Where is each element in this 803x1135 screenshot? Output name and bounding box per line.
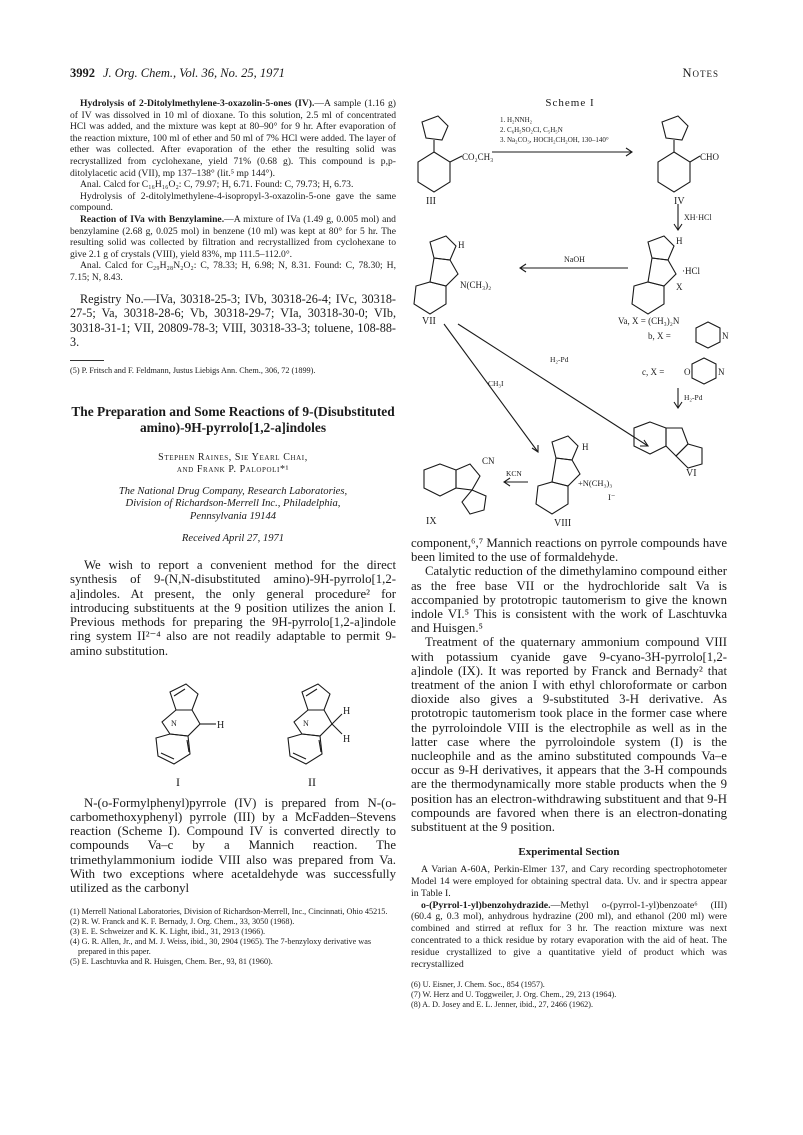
running-header [70,66,719,84]
header-left [70,66,285,81]
cond-h2pd: H₂-Pd [550,355,569,364]
label-Vb: b, X = [648,331,671,341]
ring-benzene [156,734,190,764]
reagent-3: 3. Na₂CO₃, HOCH₂CH₂OH, 130–140° [500,136,609,144]
VII-benzene [414,282,446,314]
VII-atom-H: H [458,240,465,250]
left-column [70,98,396,967]
VI-five [666,428,688,456]
group-cho: CHO [700,152,720,162]
Vc-atom-N: N [718,367,725,377]
IV-pyrrole [662,116,688,140]
paragraph-hydrolysis [70,98,396,179]
footnote-rule [70,360,104,361]
IX-benzene [424,464,456,496]
V-pyrrole [648,236,674,260]
atom-N: N [171,718,177,728]
footnote-3: (3) E. E. Schweizer and K. K. Light, ibid., 31, 2913 (1966). [70,927,266,937]
label-VIII: VIII [554,518,572,529]
label-IX: IX [426,516,437,527]
cond-naoh: NaOH [564,255,585,264]
paragraph-hydrolysis-2: Hydrolysis of 2-ditolylmethylene-4-isopropyl-3-oxazolin-5-one gave the same compound. [70,190,396,214]
paragraph-anal-2: Anal. Calcd for C₂₉H₂₈N₂O₂: C, 78.33; H, 6.98; N, 8.31. Found: C, 78.30; H, 7.15; N, 8.43. [70,260,396,283]
footnote-5: (5) P. Fritsch and F. Feldmann, Justus Liebigs Ann. Chem., 306, 72 (1899). [70,365,316,375]
piperidine-ring [696,322,720,348]
VII-nme2: N(CH₃)₂ [460,280,492,290]
page-number: 3992 [70,66,95,80]
right-p2: Catalytic reduction of the dimethylamino compound either as the free base VII or the hydrochloride salt Va is accompanied by prototropic tautomerism to give the known indole VI.⁵ This is consistent with the work of Laschtuvka and Huisgen.⁵ [411,564,727,636]
body-paragraph: N-(o-Formylphenyl)pyrrole (IV) is prepared from N-(o-carbomethoxyphenyl) pyrrole (III) by a McFadden–Stevens reaction (Scheme I). Compound IV is converted directly to compounds Va–c by a Mannich reaction. The trimethylammonium iodide VIII also was prepared from Va. With two exceptions where acetaldehyde was successfully utilized as the carbonyl [70,795,396,895]
group-co2ch3: CO₂CH₃ [462,152,494,162]
ring-benzene-II [288,734,322,764]
reagent-2: 2. C₆H₅SO₂Cl, C₅H₅N [500,126,563,134]
ring-pyrrole-II [302,684,330,710]
Vc-atom-O: O [684,367,691,377]
exp-paragraph-2 [411,900,727,971]
label-Va: Va, X = (CH₃)₂N [618,316,680,326]
IV-benzene [658,152,690,192]
footnote-8: (8) A. D. Josey and E. L. Jenner, ibid., 27, 2466 (1962). [411,1000,594,1010]
reagent-1: 1. H₂NNH₂ [500,116,533,124]
label-III: III [426,196,436,207]
atom-H-II: H [343,705,351,717]
label-IV: IV [674,196,685,207]
label-I: I [176,774,180,789]
VIII-benzene [536,482,568,514]
authors-line-1: Stephen Raines, Sie Yearl Chai, [158,451,308,463]
run-in-head: o-(Pyrrol-1-yl)benzohydrazide. [421,899,551,911]
right-p3: Treatment of the quaternary ammonium compound VIII with potassium cyanide gave 9-cyano-3H-pyrrolo[1,2-a]indole (IX). It was reported by Franck and Bernady² that treatment of the anion I with ethyl chloroformate or carbon dioxide also gives a 9-substituted 3-H derivative. As prototropic tautomerism took place in the former case where the pyrroloindole VIII is the electrophile as well as in the latter case where the pyrroloindole system (I) is the nucleophile and as the amino substituted compounds Va–e occur as 9-H derivatives, it appears that the 3-H compounds are the thermodynamically more stable products when the 9 position has an electron-withdrawing substituent and that 9-H compounds are favored when there is an electron-donating substituent at the 9 position. [411,635,727,835]
V-atom-X: X [676,282,683,292]
exp-paragraph-1: A Varian A-60A, Perkin-Elmer 137, and Cary recording spectrophotometer Model 14 were employed for obtaining spectral data. Uv. and ir spectra appear in Table I. [411,864,727,899]
registry-numbers: Registry No.—IVa, 30318-25-3; IVb, 30318-26-4; IVc, 30318-27-5; Va, 30318-28-6; Vb, 30318-29-7; VIa, 30318-30-0; VIb, 30318-31-1; VII, 20809-78-3; VIII, 30318-33-3; toluene, 108-88-3. [70,291,396,349]
IX-cn: CN [482,456,495,466]
cond-xhcl: XH·HCl [684,213,712,222]
footnote-7: (7) W. Herz and U. Toggweiler, J. Org. Chem., 29, 213 (1964). [411,990,617,1000]
atom-H: H [217,719,225,731]
right-column [411,536,727,1010]
ring-five-II [294,710,332,736]
footnote-1: (1) Merrell National Laboratories, Division of Richardson-Merrell, Inc., Cincinnati, Ohio 45215. [70,907,388,917]
scheme-title: Scheme I [545,97,595,109]
III-pyrrole [422,116,448,140]
VI-benzene [634,422,666,454]
cond-h2pd-down: H₂-Pd [684,393,703,402]
structures-I-II [70,662,396,790]
article-title: The Preparation and Some Reactions of 9-(Disubstituted amino)-9H-pyrrolo[1,2-a]indoles [71,403,395,435]
paragraph-benzylamine [70,214,396,260]
paragraph-anal-1: Anal. Calcd for C₁₆H₁₆O₂: C, 79.97; H, 6.71. Found: C, 79.73; H, 6.73. [80,179,354,191]
paragraph-text: —A sample (1.16 g) of IV was dissolved in 10 ml of dioxane. To this solution, 2.5 ml of concentrated HCl was added, and the mixture was kept at 80–90° for 9 hr. After evaporation of the reaction mixture, 100 ml of ether and 50 ml of 7% HCl were added. The layer of ether was collected. After evaporation of the ether the resulting solid was recrystallized from cyclohexane, yield 71% (0.68 g). This compound is p,p-ditolylacetic acid (VII), mp 137–138° (lit.⁵ mp 144°). [70,98,396,179]
VIII-pyrrole [552,436,578,460]
right-p1: component,⁶,⁷ Mannich reactions on pyrrole compounds have been limited to the use of formaldehyde. [411,536,727,565]
scheme-I [400,92,740,532]
label-VI: VI [686,468,697,479]
IX-five [456,464,480,490]
VII-five [430,258,458,286]
atom-H-II-b: H [343,733,351,745]
VIII-iodide: I⁻ [608,492,616,502]
footnote-2: (2) R. W. Franck and K. F. Bernady, J. Org. Chem., 33, 3050 (1968). [70,917,295,927]
III-benzene [418,152,450,192]
intro-paragraph: We wish to report a convenient method for the direct synthesis of 9-(N,N-disubstituted amino)-9H-pyrrolo[1,2-a]indoles. At present, the only general procedure² for introducing substituents at the 9 position utilizes the anion I. Previous methods for preparing the 9H-pyrrolo[1,2-a]indole ring system II²⁻⁴ also are not readily adaptable to permit 9-amino substitution. [70,558,396,658]
ring-pyrrole [170,684,198,710]
run-in-head: Reaction of IVa with Benzylamine. [80,213,225,225]
Vb-atom-N: N [722,331,729,341]
cond-ch3i: CH₃I [488,379,504,388]
label-II: II [308,774,316,789]
morpholine-ring [692,358,716,384]
ring-five [162,710,200,736]
section-name: Notes [682,66,719,80]
cond-kcn: KCN [506,469,522,478]
V-atom-H: H [676,236,683,246]
institution-line-2: Division of Richardson-Merrell Inc., Philadelphia, [125,498,341,510]
atom-N-II: N [303,718,309,728]
received-date: Received April 27, 1971 [181,533,285,545]
paragraph-text: —A mixture of IVa (1.49 g, 0.005 mol) and benzylamine (2.68 g, 0.025 mol) in benzene (10 ml) was kept at 80° for 5 hr. The resulting solid was collected by filtration and recrystallized from cyclohexane to give 2.1 g of crystals (VIII), yield 83%, mp 111.5–112.0°. [70,213,396,260]
VIII-five [552,458,580,486]
VII-pyrrole [430,236,456,260]
authors-line-2: and Frank P. Palopoli*¹ [176,463,290,475]
label-VII: VII [422,316,436,327]
footnote-5b: (5) E. Laschtuvka and R. Huisgen, Chem. Ber., 93, 81 (1960). [70,957,273,967]
VI-pyrroline [676,444,702,468]
VIII-atom-H: H [582,442,589,452]
journal-citation: J. Org. Chem., Vol. 36, No. 25, 1971 [103,66,285,80]
VIII-nme3: +N(CH₃)₃ [578,478,613,488]
run-in-head: Hydrolysis of 2-Ditolylmethylene-3-oxazolin-5-ones (IV). [80,98,315,109]
footnote-4: (4) G. R. Allen, Jr., and M. J. Weiss, ibid., 30, 2904 (1965). The 7-benzyloxy derivative was prepared in this paper. [70,937,372,957]
footnote-6: (6) U. Eisner, J. Chem. Soc., 854 (1957). [411,980,545,990]
V-benzene [632,282,664,314]
label-Vc: c, X = [642,367,665,377]
paragraph-text: —Methyl o-(pyrrol-1-yl)benzoate⁶ (III) (60.4 g, 0.3 mol), anhydrous hydrazine (200 ml), and ethanol (200 ml) were combined and stirred at reflux for 3 hr. The reaction mixture was next concentrated to a thick residue by rotary evaporation with the aid of heat. The residue crystallized to give a quantitative yield of product which was recrystallized [411,899,727,970]
V-five [648,258,676,286]
V-hcl: ·HCl [682,266,700,276]
institution-line-3: Pennsylvania 19144 [189,510,277,522]
experimental-heading: Experimental Section [518,846,620,859]
institution-line-1: The National Drug Company, Research Laboratories, [118,485,348,497]
IX-pyrrole [462,490,486,514]
